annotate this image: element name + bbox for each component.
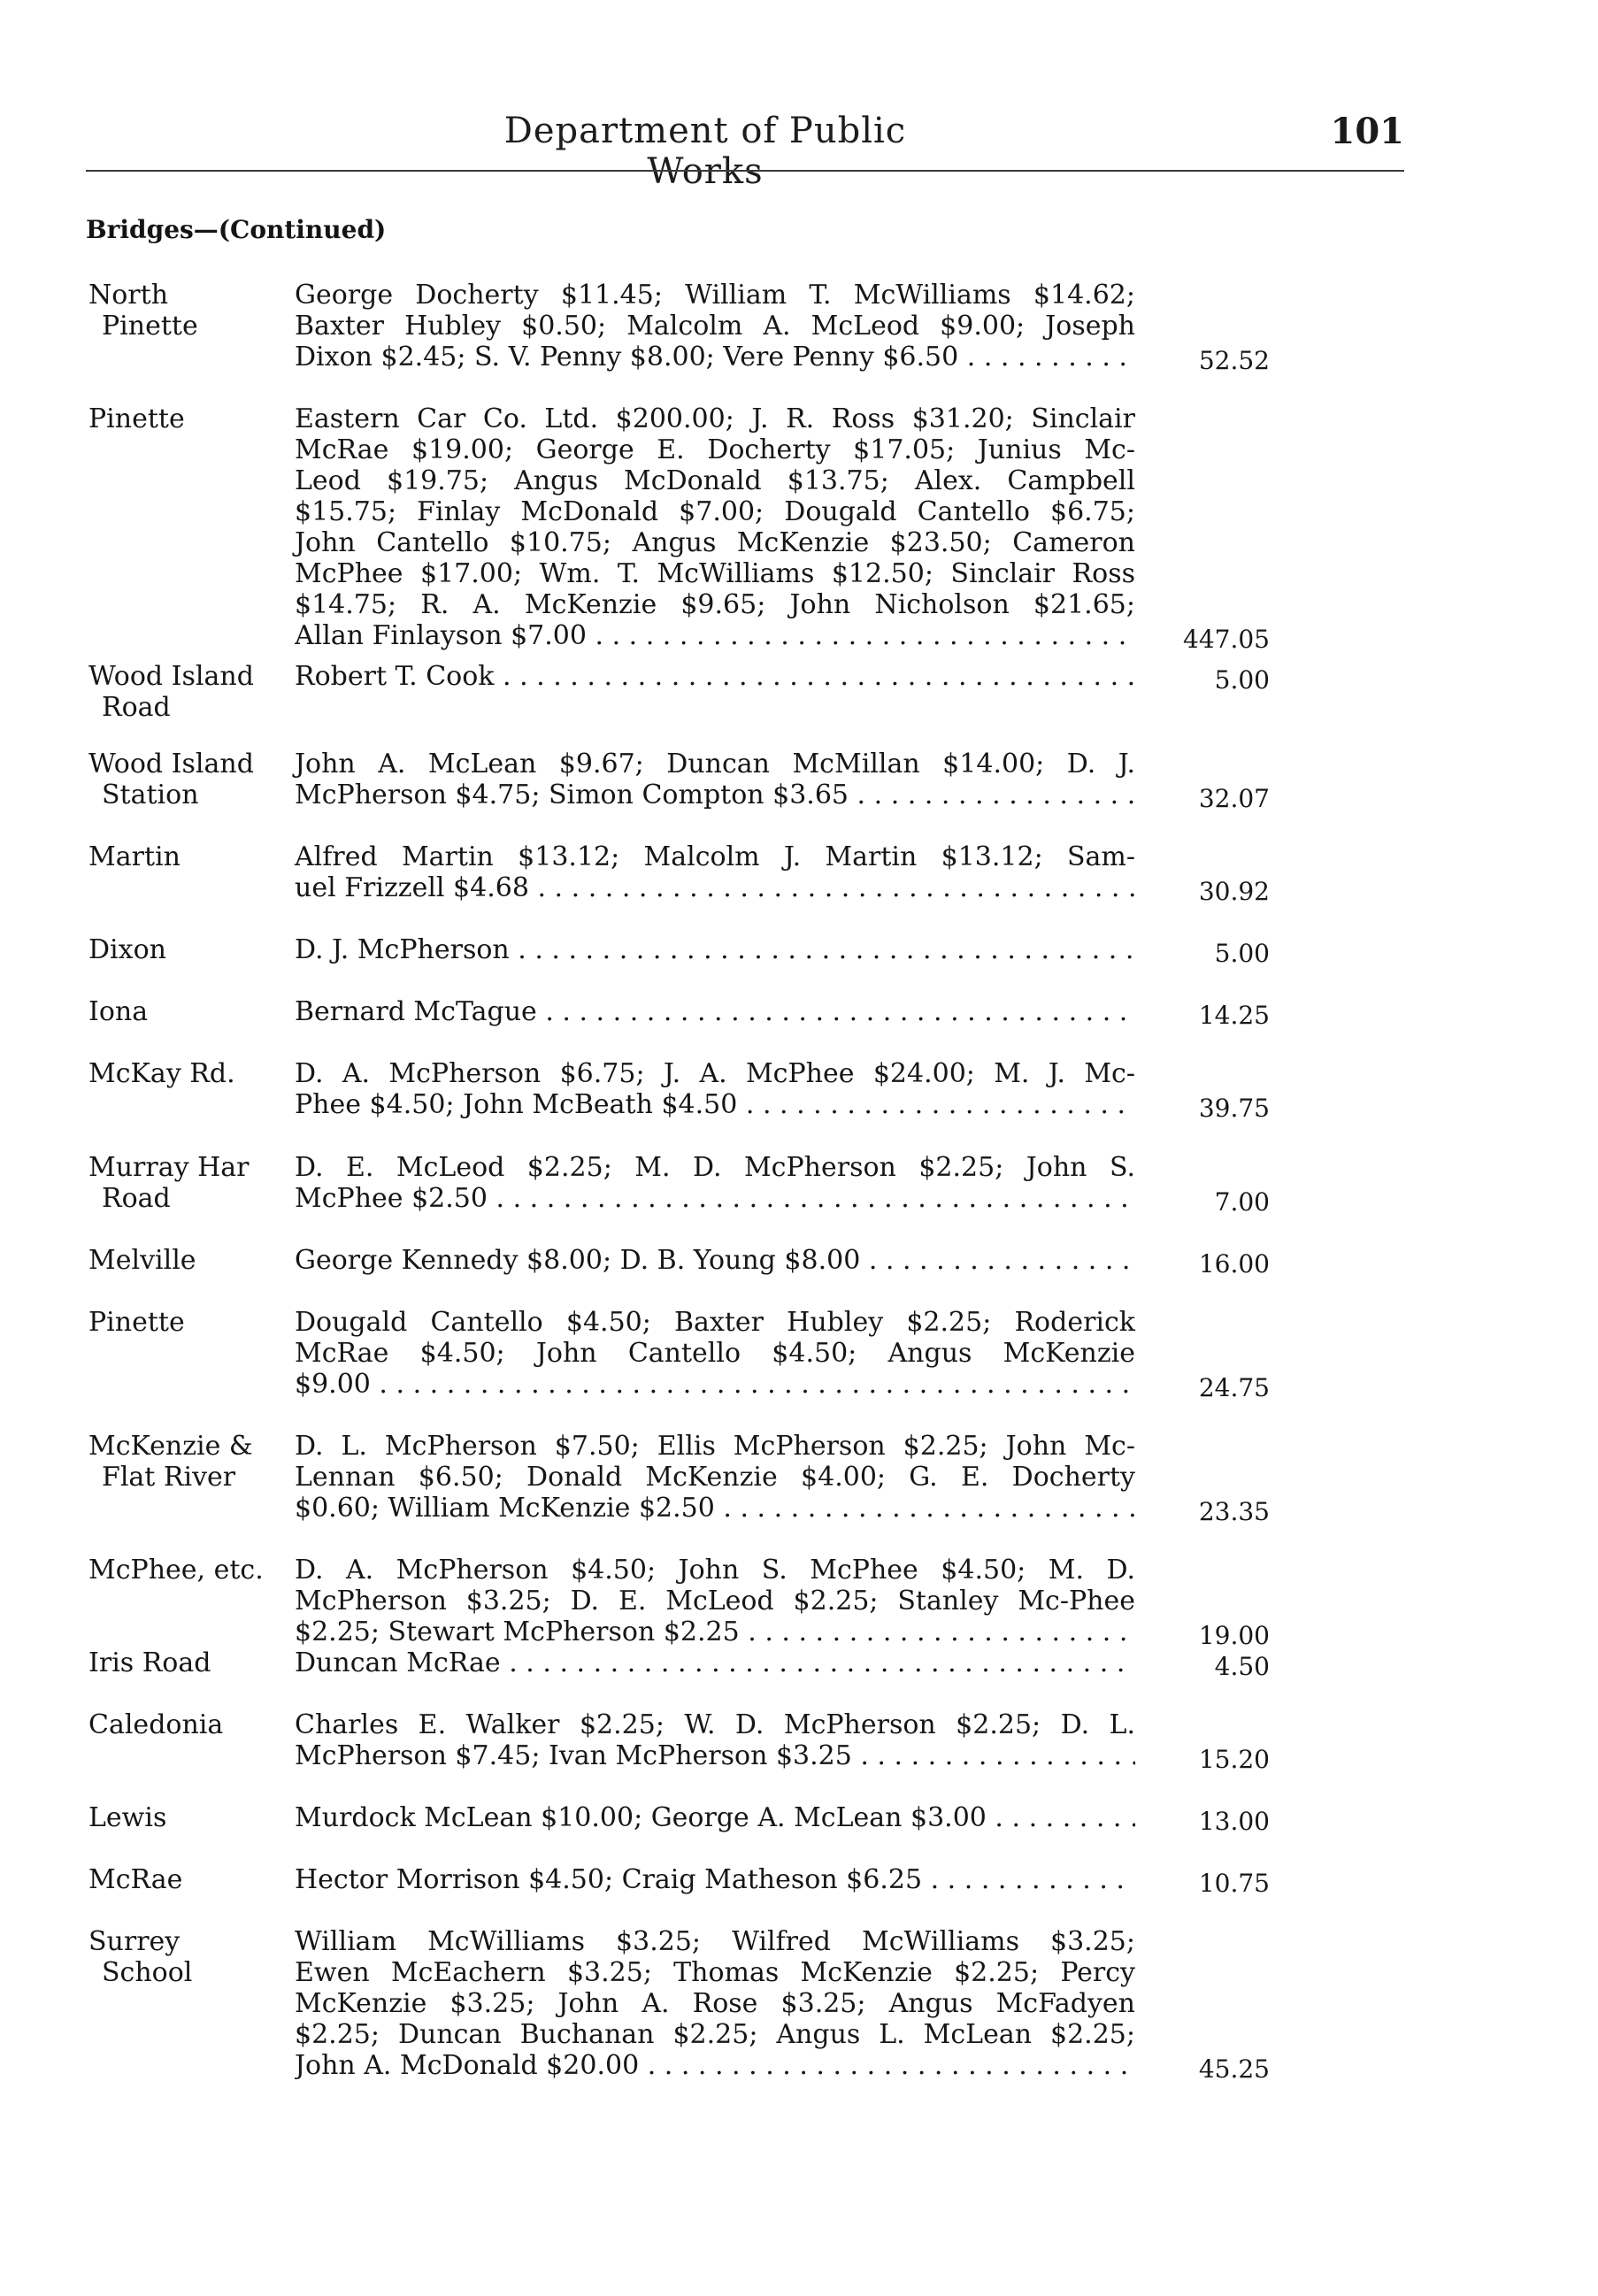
header-rule (86, 170, 1404, 172)
payee-line: McPherson $4.75; Simon Compton $3.65 . . . (295, 779, 1135, 810)
amount: 23.35 (1198, 1497, 1270, 1526)
location-line: Melville (88, 1245, 196, 1276)
payee-list (295, 1245, 1135, 1276)
payee-list (295, 841, 1135, 903)
location-line: Pinette (88, 403, 185, 434)
payee-list (295, 1926, 1135, 2081)
payee-line: $15.75; Finlay McDonald $7.00; Dougald Cantello $6.75; (295, 496, 1135, 527)
payee-line: Eastern Car Co. Ltd. $200.00; J. R. Ross $31.20; Sinclair (295, 403, 1135, 434)
location-line: Martin (88, 841, 181, 872)
amount: 16.00 (1198, 1249, 1270, 1279)
amount: 19.00 (1198, 1621, 1270, 1650)
payee-line: Baxter Hubley $0.50; Malcolm A. McLeod $9.00; Joseph (295, 311, 1135, 342)
amount: 14.25 (1198, 1001, 1270, 1030)
payee-line: McPherson $7.45; Ivan McPherson $3.25 . . . (295, 1740, 1135, 1771)
amount: 45.25 (1198, 2054, 1270, 2084)
location-name (88, 403, 283, 434)
payee-list (295, 1555, 1135, 1647)
payee-list (295, 1709, 1135, 1771)
location-name (88, 1802, 283, 1833)
payee-line: uel Frizzell $4.68 . . . (295, 872, 1135, 903)
payee-list (295, 403, 1135, 651)
payee-list (295, 280, 1135, 372)
location-line: Lewis (88, 1802, 167, 1833)
payee-list (295, 934, 1135, 965)
location-name (88, 1431, 283, 1493)
amount: 5.00 (1214, 939, 1270, 968)
location-name (88, 1058, 283, 1089)
location-name (88, 1864, 283, 1895)
location-line: Caledonia (88, 1709, 224, 1740)
payee-list (295, 1058, 1135, 1120)
payee-line: George Kennedy $8.00; D. B. Young $8.00 . . . (295, 1245, 1135, 1276)
location-line: Road (102, 1183, 171, 1214)
location-line: Dixon (88, 934, 166, 965)
location-name (88, 280, 283, 342)
payee-line: Leod $19.75; Angus McDonald $13.75; Alex. Campbell (295, 465, 1135, 496)
payee-line: Allan Finlayson $7.00 . . . (295, 620, 1135, 651)
location-name (88, 1555, 283, 1586)
location-line: McKay Rd. (88, 1058, 235, 1089)
location-name (88, 749, 283, 810)
amount: 24.75 (1198, 1373, 1270, 1402)
payee-line: McPherson $3.25; D. E. McLeod $2.25; Stanley Mc-Phee (295, 1586, 1135, 1616)
payee-list (295, 1152, 1135, 1214)
payee-list (295, 661, 1135, 692)
location-line: School (102, 1957, 193, 1988)
location-name (88, 996, 283, 1027)
amount: 32.07 (1198, 784, 1270, 813)
location-line: Surrey (88, 1926, 181, 1957)
amount: 13.00 (1198, 1807, 1270, 1836)
location-name (88, 661, 283, 723)
amount: 447.05 (1183, 625, 1270, 654)
payee-line: D. A. McPherson $4.50; John S. McPhee $4.50; M. D. (295, 1555, 1135, 1586)
running-title: Department of Public Works (503, 111, 907, 192)
location-line: Iris Road (88, 1647, 211, 1678)
location-name (88, 934, 283, 965)
location-line: Road (102, 692, 171, 723)
amount: 15.20 (1198, 1745, 1270, 1774)
location-name (88, 1307, 283, 1338)
location-name (88, 1647, 283, 1678)
payee-line: Bernard McTague . . . (295, 996, 1135, 1027)
payee-line: John A. McDonald $20.00 . . . (295, 2050, 1135, 2081)
payee-list (295, 1431, 1135, 1524)
payee-line: $2.25; Stewart McPherson $2.25 . . . (295, 1616, 1135, 1647)
amount: 10.75 (1198, 1869, 1270, 1898)
location-line: Wood Island (88, 661, 254, 692)
location-line: Murray Har (88, 1152, 250, 1183)
payee-list (295, 749, 1135, 810)
location-line: Station (102, 779, 199, 810)
amount: 52.52 (1198, 346, 1270, 375)
location-name (88, 1152, 283, 1214)
page-header (86, 111, 1404, 192)
payee-line: McKenzie $3.25; John A. Rose $3.25; Angus McFadyen (295, 1988, 1135, 2019)
amount: 4.50 (1214, 1652, 1270, 1681)
payee-line: William McWilliams $3.25; Wilfred McWilliams $3.25; (295, 1926, 1135, 1957)
payee-line: John A. McLean $9.67; Duncan McMillan $14.00; D. J. (295, 749, 1135, 779)
location-name (88, 1926, 283, 1988)
location-name (88, 1709, 283, 1740)
payee-line: Robert T. Cook . . . (295, 661, 1135, 692)
payee-line: $9.00 . . . (295, 1369, 1135, 1400)
payee-line: Dougald Cantello $4.50; Baxter Hubley $2.25; Roderick (295, 1307, 1135, 1338)
section-heading: Bridges—(Continued) (86, 215, 387, 244)
payee-line: McRae $4.50; John Cantello $4.50; Angus McKenzie (295, 1338, 1135, 1369)
payee-line: McPhee $2.50 . . . (295, 1183, 1135, 1214)
amount: 5.00 (1214, 665, 1270, 695)
payee-list (295, 1864, 1135, 1895)
location-line: McKenzie & (88, 1431, 253, 1462)
location-line: Flat River (102, 1462, 236, 1493)
payee-line: Duncan McRae . . . (295, 1647, 1135, 1678)
payee-line: Alfred Martin $13.12; Malcolm J. Martin $13.12; Sam- (295, 841, 1135, 872)
payee-line: Charles E. Walker $2.25; W. D. McPherson $2.25; D. L. (295, 1709, 1135, 1740)
payee-line: McPhee $17.00; Wm. T. McWilliams $12.50; Sinclair Ross (295, 558, 1135, 589)
payee-line: Lennan $6.50; Donald McKenzie $4.00; G. E. Docherty (295, 1462, 1135, 1493)
payee-line: D. E. McLeod $2.25; M. D. McPherson $2.25; John S. (295, 1152, 1135, 1183)
payee-line: $0.60; William McKenzie $2.50 . . . (295, 1493, 1135, 1524)
location-name (88, 1245, 283, 1276)
location-line: Wood Island (88, 749, 254, 779)
payee-line: George Docherty $11.45; William T. McWilliams $14.62; (295, 280, 1135, 311)
payee-line: $2.25; Duncan Buchanan $2.25; Angus L. McLean $2.25; (295, 2019, 1135, 2050)
amount: 7.00 (1214, 1187, 1270, 1217)
location-line: McPhee, etc. (88, 1555, 264, 1586)
location-line: North (88, 280, 169, 311)
location-line: McRae (88, 1864, 183, 1895)
payee-line: $14.75; R. A. McKenzie $9.65; John Nicholson $21.65; (295, 589, 1135, 620)
amount: 39.75 (1198, 1094, 1270, 1123)
amount: 30.92 (1198, 877, 1270, 906)
payee-list (295, 1802, 1135, 1833)
payee-list (295, 1307, 1135, 1400)
page-number: 101 (1330, 111, 1404, 152)
payee-line: McRae $19.00; George E. Docherty $17.05; Junius Mc- (295, 434, 1135, 465)
payee-line: Phee $4.50; John McBeath $4.50 . . . (295, 1089, 1135, 1120)
payee-line: D. A. McPherson $6.75; J. A. McPhee $24.00; M. J. Mc- (295, 1058, 1135, 1089)
location-line: Iona (88, 996, 149, 1027)
payee-line: Murdock McLean $10.00; George A. McLean $3.00 . . . (295, 1802, 1135, 1833)
location-line: Pinette (88, 1307, 185, 1338)
payee-line: D. L. McPherson $7.50; Ellis McPherson $2.25; John Mc- (295, 1431, 1135, 1462)
payee-line: Hector Morrison $4.50; Craig Matheson $6.25 . . . (295, 1864, 1135, 1895)
payee-line: Dixon $2.45; S. V. Penny $8.00; Vere Penny $6.50 . . . (295, 342, 1135, 372)
payee-line: Ewen McEachern $3.25; Thomas McKenzie $2.25; Percy (295, 1957, 1135, 1988)
payee-list (295, 996, 1135, 1027)
location-name (88, 841, 283, 872)
location-line: Pinette (102, 311, 198, 342)
payee-line: John Cantello $10.75; Angus McKenzie $23.50; Cameron (295, 527, 1135, 558)
payee-line: D. J. McPherson . . . (295, 934, 1135, 965)
payee-list (295, 1647, 1135, 1678)
